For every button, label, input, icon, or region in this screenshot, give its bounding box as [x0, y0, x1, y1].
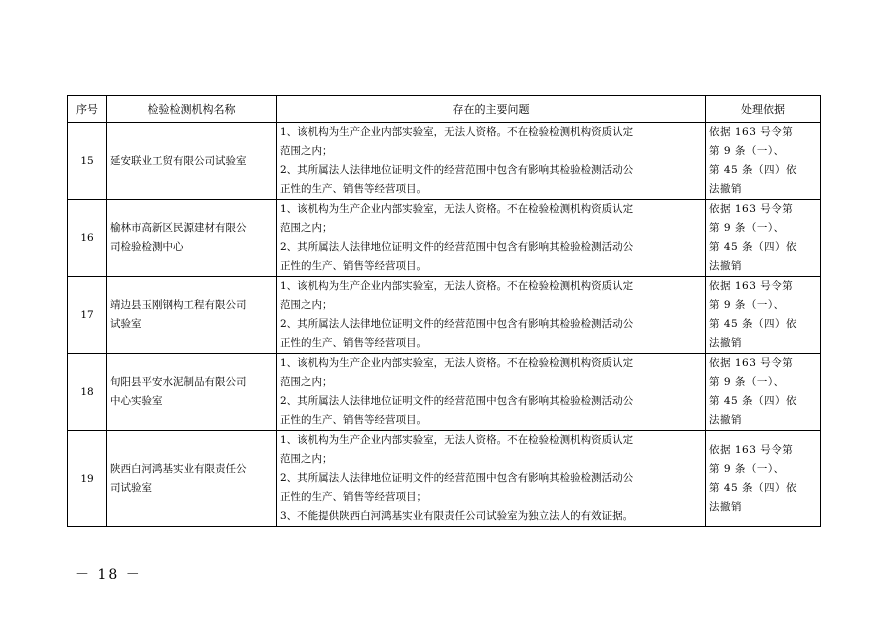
issue-line: 2、其所属法人法律地位证明文件的经营范围中包含有影响其检验检测活动公: [280, 241, 634, 253]
issue-line: 正性的生产、销售等经营项目；: [280, 491, 427, 503]
basis-line: 第 9 条（一）、: [709, 145, 785, 157]
page-number: － 18 －: [75, 567, 142, 583]
issue-line: 正性的生产、销售等经营项目。: [280, 183, 427, 195]
basis-line: 第 45 条（四）依: [709, 395, 798, 407]
basis-line: 法撤销: [709, 260, 742, 272]
basis-cell: [706, 123, 821, 200]
basis-line: 依据 163 号令第: [709, 443, 794, 456]
institution-name-line: 陕西白河鸿基实业有限责任公: [110, 462, 247, 475]
table-row: [68, 277, 821, 354]
issue-line: 范围之内；: [280, 145, 333, 157]
serial-number-cell: 19: [68, 431, 107, 527]
main-issues-cell: [277, 277, 706, 354]
basis-line: 法撤销: [709, 414, 742, 426]
basis-line: 依据 163 号令第: [709, 280, 794, 292]
table-body: [68, 123, 821, 527]
institution-name-cell: [107, 354, 277, 431]
institution-name-cell: [107, 277, 277, 354]
header-serial-number: 序号: [68, 96, 107, 123]
serial-number-cell: 18: [68, 354, 107, 431]
basis-cell: [706, 431, 821, 527]
header-main-issues: 存在的主要问题: [277, 96, 706, 123]
header-institution-name: 检验检测机构名称: [107, 96, 277, 123]
table-row: [68, 123, 821, 200]
institution-name-line: 延安联业工贸有限公司试验室: [110, 154, 247, 167]
table-row: [68, 200, 821, 277]
issue-line: 2、其所属法人法律地位证明文件的经营范围中包含有影响其检验检测活动公: [280, 395, 634, 407]
basis-line: 第 9 条（一）、: [709, 462, 785, 475]
table-row: [68, 431, 821, 527]
issue-line: 2、其所属法人法律地位证明文件的经营范围中包含有影响其检验检测活动公: [280, 318, 634, 330]
issue-line: 范围之内；: [280, 299, 333, 311]
basis-line: 第 45 条（四）依: [709, 164, 798, 176]
basis-cell: [706, 354, 821, 431]
basis-line: 第 9 条（一）、: [709, 299, 785, 311]
basis-line: 依据 163 号令第: [709, 126, 794, 138]
issue-line: 3、不能提供陕西白河鸿基实业有限责任公司试验室为独立法人的有效证据。: [280, 510, 634, 522]
basis-line: 第 45 条（四）依: [709, 318, 798, 330]
issue-line: 范围之内；: [280, 453, 333, 465]
issue-line: 范围之内；: [280, 376, 333, 388]
basis-cell: [706, 200, 821, 277]
header-basis: 处理依据: [706, 96, 821, 123]
basis-line: 法撤销: [709, 500, 742, 513]
issue-line: 1、该机构为生产企业内部实验室，无法人资格。不在检验检测机构资质认定: [280, 434, 634, 446]
issue-line: 范围之内；: [280, 222, 333, 234]
serial-number-cell: 15: [68, 123, 107, 200]
issue-line: 正性的生产、销售等经营项目。: [280, 337, 427, 349]
institution-name-cell: [107, 123, 277, 200]
basis-line: 第 9 条（一）、: [709, 376, 785, 388]
serial-number-cell: 17: [68, 277, 107, 354]
basis-line: 依据 163 号令第: [709, 203, 794, 215]
main-issues-cell: [277, 354, 706, 431]
issue-line: 1、该机构为生产企业内部实验室，无法人资格。不在检验检测机构资质认定: [280, 203, 634, 215]
issue-line: 1、该机构为生产企业内部实验室，无法人资格。不在检验检测机构资质认定: [280, 280, 634, 292]
issue-line: 2、其所属法人法律地位证明文件的经营范围中包含有影响其检验检测活动公: [280, 164, 634, 176]
institution-name-cell: [107, 200, 277, 277]
basis-line: 依据 163 号令第: [709, 357, 794, 369]
basis-line: 法撤销: [709, 183, 742, 195]
institution-name-cell: [107, 431, 277, 527]
institution-name-line: 司试验室: [110, 481, 152, 494]
basis-cell: [706, 277, 821, 354]
issue-line: 正性的生产、销售等经营项目。: [280, 414, 427, 426]
basis-line: 第 45 条（四）依: [709, 241, 798, 253]
issue-line: 正性的生产、销售等经营项目。: [280, 260, 427, 272]
basis-line: 第 45 条（四）依: [709, 481, 798, 494]
institution-name-line: 榆林市高新区民源建材有限公: [110, 222, 247, 234]
institution-name-line: 试验室: [110, 318, 142, 330]
table-header-row: [68, 96, 821, 123]
issue-line: 2、其所属法人法律地位证明文件的经营范围中包含有影响其检验检测活动公: [280, 472, 634, 484]
basis-line: 第 9 条（一）、: [709, 222, 785, 234]
institution-name-line: 旬阳县平安水泥制品有限公司: [110, 376, 247, 388]
institution-name-line: 司检验检测中心: [110, 241, 184, 253]
institution-name-line: 中心实验室: [110, 395, 163, 407]
table-row: [68, 354, 821, 431]
main-issues-cell: [277, 431, 706, 527]
basis-line: 法撤销: [709, 337, 742, 349]
serial-number-cell: 16: [68, 200, 107, 277]
institution-table: [67, 95, 821, 527]
main-issues-cell: [277, 123, 706, 200]
institution-name-line: 靖边县玉刚钢构工程有限公司: [110, 299, 247, 311]
issue-line: 1、该机构为生产企业内部实验室，无法人资格。不在检验检测机构资质认定: [280, 357, 634, 369]
main-issues-cell: [277, 200, 706, 277]
issue-line: 1、该机构为生产企业内部实验室，无法人资格。不在检验检测机构资质认定: [280, 126, 634, 138]
